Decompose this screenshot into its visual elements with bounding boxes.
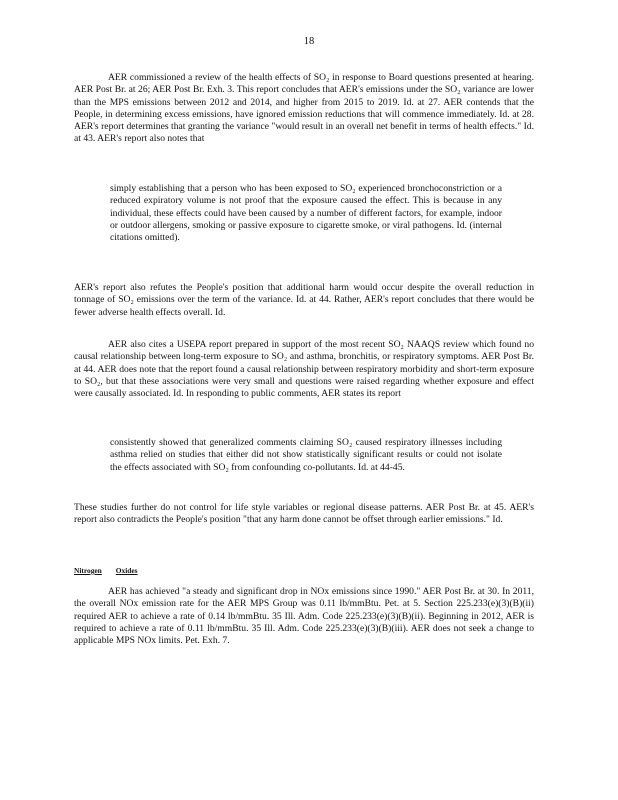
paragraph-lifestyle-variables: These studies further do not control for life style variables or regional disease patterns. AER Post Br. at 45. AER's report also contradicts the People's position "that any harm done cannot be offset through earlier emissions." Id. xyxy=(74,502,534,526)
page-number: 18 xyxy=(303,36,315,47)
paragraph-usepa-report: AER also cites a USEPA report prepared in support of the most recent SO₂ NAAQS review which found no causal relationship between long-term exposure to SO₂ and asthma, bronchitis, or respiratory symptoms. AER Post Br. at 44. AER does note that the report found a causal relationship between respiratory morbidity and short-term exposure to SO₂, but that these associations were very small and questions were raised regarding whether exposure and effect were causally associated. Id. In responding to public comments, AER states its report xyxy=(74,339,534,400)
section-heading-nitrogen-oxides: Nitrogen Oxides xyxy=(74,566,138,575)
block-quote-public-comments: consistently showed that generalized comments claiming SO₂ caused respiratory illnesses including asthma relied on studies that either did not show statistically significant results or could not isolate the effects associated with SO₂ from confounding co-pollutants. Id. at 44-45. xyxy=(110,437,502,473)
paragraph-nox-emissions: AER has achieved "a steady and significant drop in NOx emissions since 1990." AER Post Br. at 30. In 2011, the overall NOx emission rate for the AER MPS Group was 0.11 lb/mmBtu. Pet. at 5. Section 225.233(e)(3)(B)(ii) required AER to achieve a rate of 0.14 lb/mmBtu. 35 Ill. Adm. Code 225.233(e)(3)(B)(ii). Beginning in 2012, AER is required to achieve a rate of 0.11 lb/mmBtu. 35 Ill. Adm. Code 225.233(e)(3)(B)(iii). AER does not seek a change to applicable MPS NOx limits. Pet. Exh. 7. xyxy=(74,586,534,647)
paragraph-refutes-harm: AER's report also refutes the People's position that additional harm would occur despite the overall reduction in tonnage of SO₂ emissions over the term of the variance. Id. at 44. Rather, AER's report concludes that there would be fewer adverse health effects overall. Id. xyxy=(74,282,534,318)
block-quote-bronchoconstriction: simply establishing that a person who has been exposed to SO₂ experienced bronchoconstriction or a reduced expiratory volume is not proof that the exposure caused the effect. This is because in any individual, these effects could have been caused by a number of different factors, for example, indoor or outdoor allergens, smoking or passive exposure to cigarette smoke, or viral pathogens. Id. (internal citations omitted). xyxy=(110,183,502,244)
paragraph-health-review: AER commissioned a review of the health effects of SO₂ in response to Board questions presented at hearing. AER Post Br. at 26; AER Post Br. Exh. 3. This report concludes that AER's emissions under the SO₂ variance are lower than the MPS emissions between 2012 and 2014, and higher from 2015 to 2019. Id. at 27. AER contends that the People, in determining excess emissions, have ignored emission reductions that will commence immediately. Id. at 28. AER's report determines that granting the variance "would result in an overall net benefit in terms of health effects." Id. at 43. AER's report also notes that xyxy=(74,72,534,145)
